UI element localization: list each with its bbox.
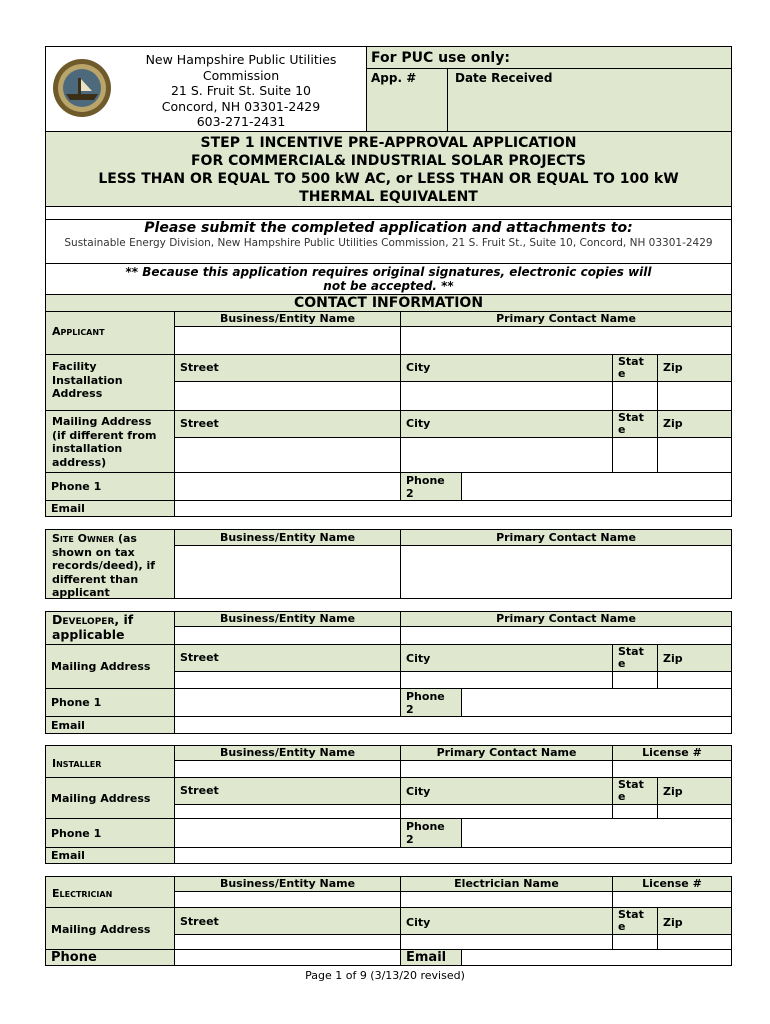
business-name-header: Business/Entity Name	[174, 311, 401, 327]
installer-street-header: Street	[174, 777, 401, 805]
developer-mailing-label: Mailing Address	[45, 644, 175, 689]
developer-city-header: City	[400, 644, 613, 672]
developer-note2: applicable	[52, 627, 125, 642]
title-line3: LESS THAN OR EQUAL TO 500 kW AC, or LESS THAN OR EQUAL TO 100 kW	[98, 171, 679, 187]
mailing-street-header: Street	[174, 410, 401, 438]
title-line1: STEP 1 INCENTIVE PRE-APPROVAL APPLICATION	[200, 135, 577, 151]
installer-business-header: Business/Entity Name	[174, 745, 401, 761]
electrician-license-header: License #	[612, 876, 732, 892]
applicant-contact-input[interactable]	[400, 326, 732, 355]
signature-notice: ** Because this application requires original signatures, electronic copies will not be accepted. **	[125, 265, 652, 293]
electrician-mailing-label: Mailing Address	[45, 907, 175, 950]
developer-business-input[interactable]	[174, 626, 401, 645]
installer-zip-input[interactable]	[657, 804, 732, 819]
site-owner-contact-header: Primary Contact Name	[400, 529, 732, 546]
developer-title: Developer	[52, 612, 115, 627]
applicant-phone2-input[interactable]	[461, 472, 732, 501]
electrician-state-header: Stat e	[612, 907, 658, 935]
installer-street-input[interactable]	[174, 804, 401, 819]
applicant-business-input[interactable]	[174, 326, 401, 355]
electrician-business-header: Business/Entity Name	[174, 876, 401, 892]
title-line4: THERMAL EQUIVALENT	[299, 189, 478, 205]
date-received-label: Date Received	[455, 71, 553, 85]
site-owner-business-input[interactable]	[174, 545, 401, 599]
installer-business-input[interactable]	[174, 760, 401, 778]
puc-divider	[366, 68, 732, 69]
submit-box	[45, 219, 732, 264]
developer-zip-header: Zip	[657, 644, 732, 672]
contact-heading: CONTACT INFORMATION	[293, 295, 484, 311]
applicant-phone1-label: Phone 1	[45, 472, 175, 501]
applicant-email-label: Email	[45, 500, 175, 517]
installer-zip-header: Zip	[657, 777, 732, 805]
electrician-street-header: Street	[174, 907, 401, 935]
developer-street-input[interactable]	[174, 671, 401, 689]
submit-address: Sustainable Energy Division, New Hampshire Public Utilities Commission, 21 S. Fruit St., Suite 10, Concord, NH 03301-2429	[64, 237, 713, 249]
page-footer: Page 1 of 9 (3/13/20 revised)	[305, 969, 465, 982]
installer-state-header: Stat e	[612, 777, 658, 805]
installer-license-header: License #	[612, 745, 732, 761]
installer-phone1-input[interactable]	[174, 818, 401, 848]
developer-street-header: Street	[174, 644, 401, 672]
facility-zip-header: Zip	[657, 354, 732, 382]
electrician-license-input[interactable]	[612, 891, 732, 908]
mailing-zip-header: Zip	[657, 410, 732, 438]
notice-box	[45, 263, 732, 295]
mailing-zip-input[interactable]	[657, 437, 732, 473]
installer-email-input[interactable]	[174, 847, 732, 864]
developer-contact-header: Primary Contact Name	[400, 611, 732, 627]
developer-label	[47, 612, 138, 642]
developer-phone1-input[interactable]	[174, 688, 401, 717]
electrician-state-input[interactable]	[612, 934, 658, 950]
site-owner-business-header: Business/Entity Name	[174, 529, 401, 546]
developer-contact-input[interactable]	[400, 626, 732, 645]
primary-contact-header: Primary Contact Name	[400, 311, 732, 327]
electrician-label: Electrician	[52, 887, 113, 900]
state-seal-icon	[52, 58, 112, 118]
installer-label: Installer	[52, 757, 102, 770]
installer-city-input[interactable]	[400, 804, 613, 819]
electrician-email-label: Email	[400, 949, 462, 966]
developer-note: , if	[114, 612, 134, 627]
electrician-name-header: Electrician Name	[400, 876, 613, 892]
applicant-phone2-label: Phone 2	[400, 472, 462, 501]
title-line2: FOR COMMERCIAL& INDUSTRIAL SOLAR PROJECTS	[190, 153, 586, 169]
facility-zip-input[interactable]	[657, 381, 732, 411]
installer-contact-input[interactable]	[400, 760, 613, 778]
facility-street-input[interactable]	[174, 381, 401, 411]
title-box	[45, 131, 732, 207]
mailing-state-input[interactable]	[612, 437, 658, 473]
applicant-label: Applicant	[52, 325, 105, 338]
developer-phone2-label: Phone 2	[400, 688, 462, 717]
electrician-street-input[interactable]	[174, 934, 401, 950]
installer-license-input[interactable]	[612, 760, 732, 778]
developer-state-input[interactable]	[612, 671, 658, 689]
facility-state-input[interactable]	[612, 381, 658, 411]
org-name: New Hampshire Public Utilities Commission	[145, 52, 337, 83]
mailing-city-header: City	[400, 410, 613, 438]
installer-phone1-label: Phone 1	[45, 818, 175, 848]
installer-city-header: City	[400, 777, 613, 805]
electrician-city-header: City	[400, 907, 613, 935]
developer-email-label: Email	[45, 716, 175, 734]
submit-heading: Please submit the completed application and attachments to:	[144, 220, 633, 236]
developer-business-header: Business/Entity Name	[174, 611, 401, 627]
installer-email-label: Email	[45, 847, 175, 864]
facility-state-header: Stat e	[612, 354, 658, 382]
mailing-state-header: Stat e	[612, 410, 658, 438]
puc-col-divider	[447, 68, 448, 132]
installer-mailing-label: Mailing Address	[45, 777, 175, 819]
org-phone: 603-271-2431	[196, 114, 286, 129]
org-street: 21 S. Fruit St. Suite 10	[170, 83, 312, 98]
electrician-business-input[interactable]	[174, 891, 401, 908]
developer-state-header: Stat e	[612, 644, 658, 672]
mailing-city-input[interactable]	[400, 437, 613, 473]
electrician-city-input[interactable]	[400, 934, 613, 950]
puc-use-title: For PUC use only:	[371, 50, 510, 66]
installer-phone2-input[interactable]	[461, 818, 732, 848]
site-owner-contact-input[interactable]	[400, 545, 732, 599]
site-owner-label	[47, 530, 160, 602]
developer-city-input[interactable]	[400, 671, 613, 689]
applicant-mailing-label: Mailing Address (if different from installation address)	[52, 415, 157, 469]
contact-heading-box	[45, 294, 732, 312]
installer-contact-header: Primary Contact Name	[400, 745, 613, 761]
installer-state-input[interactable]	[612, 804, 658, 819]
applicant-phone1-input[interactable]	[174, 472, 401, 501]
site-owner-note: (as shown on tax records/deed), if different than applicant	[52, 532, 156, 599]
installer-phone2-label: Phone 2	[400, 818, 462, 848]
developer-email-input[interactable]	[174, 716, 732, 734]
spacer-row	[45, 206, 732, 220]
electrician-name-input[interactable]	[400, 891, 613, 908]
electrician-zip-header: Zip	[657, 907, 732, 935]
app-number-label: App. #	[371, 71, 417, 85]
developer-phone1-label: Phone 1	[45, 688, 175, 717]
facility-city-input[interactable]	[400, 381, 613, 411]
org-city: Concord, NH 03301-2429	[161, 98, 321, 114]
applicant-email-input[interactable]	[174, 500, 732, 517]
developer-zip-input[interactable]	[657, 671, 732, 689]
mailing-street-input[interactable]	[174, 437, 401, 473]
org-address-block	[130, 52, 352, 130]
facility-address-label: Facility Installation Address	[52, 360, 123, 400]
facility-city-header: City	[400, 354, 613, 382]
electrician-phone-label: Phone	[45, 949, 175, 966]
site-owner-title: Site Owner	[52, 532, 115, 545]
developer-phone2-input[interactable]	[461, 688, 732, 717]
electrician-email-input[interactable]	[461, 949, 732, 966]
electrician-phone-input[interactable]	[174, 949, 401, 966]
facility-street-header: Street	[174, 354, 401, 382]
electrician-zip-input[interactable]	[657, 934, 732, 950]
